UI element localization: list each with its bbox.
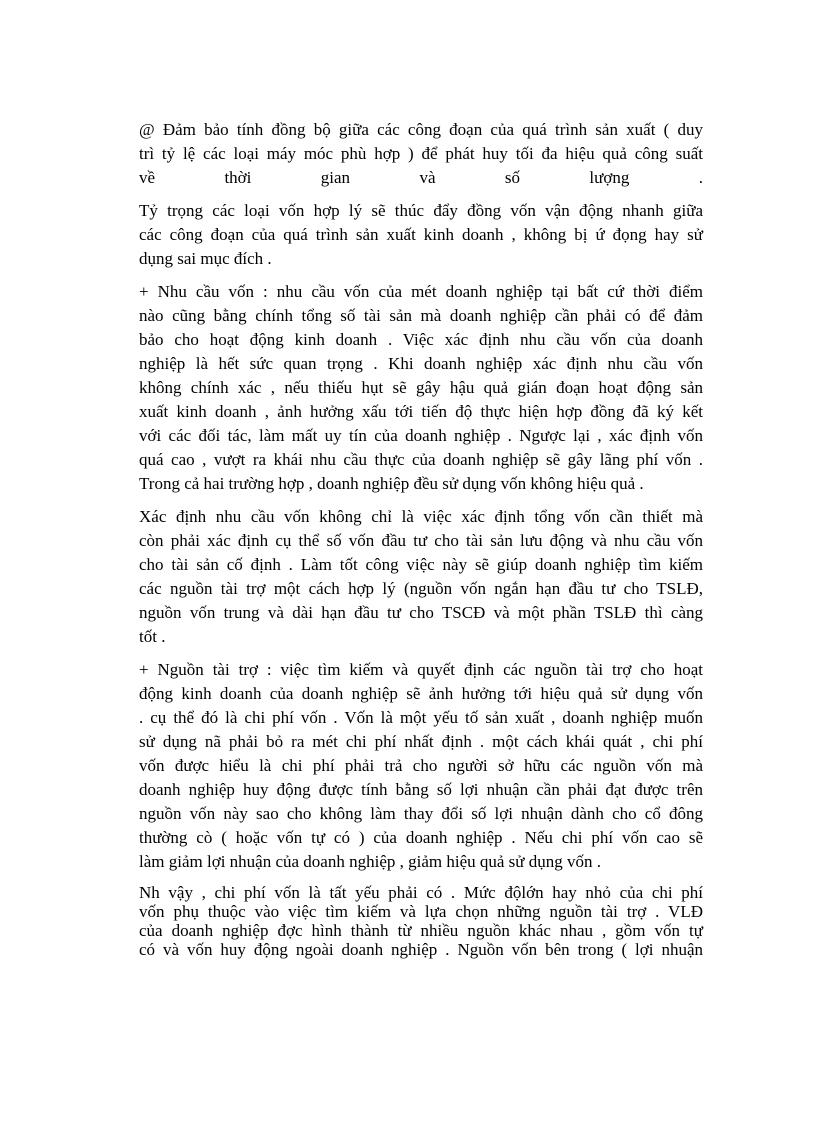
text-line: về thời gian và số lượng .: [139, 168, 703, 187]
text-line: nguồn vốn này sao cho không làm thay đổi số lợi nhuận dành cho cổ đông: [139, 804, 703, 823]
text-line: của doanh nghiệp đợc hình thành từ nhiều nguồn khác nhau , gồm vốn tự: [139, 921, 703, 940]
paragraph-1: [139, 118, 703, 190]
text-line: Xác định nhu cầu vốn không chỉ là việc xác định tổng vốn cần thiết mà: [139, 507, 703, 526]
text-line: động kinh doanh của doanh nghiệp sẽ ảnh hưởng tới hiệu quả sử dụng vốn: [139, 684, 703, 703]
text-line: các công đoạn của quá trình sản xuất kinh doanh , không bị ứ đọng hay sử: [139, 225, 703, 244]
text-line: dụng sai mục đích .: [139, 249, 272, 268]
text-line: xuất kinh doanh , ảnh hưởng xấu tới tiến độ thực hiện hợp đồng đã ký kết: [139, 402, 703, 421]
text-line: thường cò ( hoặc vốn tự có ) của doanh nghiệp . Nếu chi phí vốn cao sẽ: [139, 828, 703, 847]
text-line: trì tỷ lệ các loại máy móc phù hợp ) để phát huy tối đa hiệu quả công suất: [139, 144, 703, 163]
text-line: vốn phụ thuộc vào việc tìm kiếm và lựa chọn những nguồn tài trợ . VLĐ: [139, 902, 703, 921]
text-line: + Nhu cầu vốn : nhu cầu vốn của mét doanh nghiệp tại bất cứ thời điểm: [139, 282, 703, 301]
text-line: nghiệp là hết sức quan trọng . Khi doanh nghiệp xác định nhu cầu vốn: [139, 354, 703, 373]
text-line: tốt .: [139, 627, 166, 646]
text-line: Tỷ trọng các loại vốn hợp lý sẽ thúc đẩy đồng vốn vận động nhanh giữa: [139, 201, 703, 220]
text-line: bảo cho hoạt động kinh doanh . Việc xác định nhu cầu vốn của doanh: [139, 330, 703, 349]
text-line: sử dụng nã phải bỏ ra mét chi phí nhất định . một cách khái quát , chi phí: [139, 732, 703, 751]
text-line: @ Đảm bảo tính đồng bộ giữa các công đoạn của quá trình sản xuất ( duy: [139, 120, 703, 139]
text-line: có và vốn huy động ngoài doanh nghiệp . Nguồn vốn bên trong ( lợi nhuận: [139, 940, 703, 959]
text-line: nào cũng bằng chính tổng số tài sản mà doanh nghiệp cần phải có để đảm: [139, 306, 703, 325]
text-line: Nh vậy , chi phí vốn là tất yếu phải có . Mức độlớn hay nhỏ của chi phí: [139, 883, 703, 902]
paragraph-6: [139, 883, 703, 959]
paragraph-4: [139, 505, 703, 649]
paragraph-5: [139, 658, 703, 874]
text-line: . cụ thể đó là chi phí vốn . Vốn là một yếu tố sản xuất , doanh nghiệp muốn: [139, 708, 703, 727]
document-body: [139, 118, 703, 968]
text-line: cho tài sản cố định . Làm tốt công việc này sẽ giúp doanh nghiệp tìm kiếm: [139, 555, 703, 574]
text-line: nguồn vốn trung và dài hạn đầu tư cho TSCĐ và một phần TSLĐ thì càng: [139, 603, 703, 622]
text-line: với các đối tác, làm mất uy tín của doanh nghiệp . Ngược lại , xác định vốn: [139, 426, 703, 445]
text-line: các nguồn tài trợ một cách hợp lý (nguồn vốn ngắn hạn đầu tư cho TSLĐ,: [139, 579, 703, 598]
text-line: Trong cả hai trường hợp , doanh nghiệp đều sử dụng vốn không hiệu quả .: [139, 474, 644, 493]
text-line: làm giảm lợi nhuận của doanh nghiệp , giảm hiệu quả sử dụng vốn .: [139, 852, 602, 871]
text-line: vốn được hiểu là chi phí phải trả cho người sở hữu các nguồn vốn mà: [139, 756, 703, 775]
text-line: + Nguồn tài trợ : việc tìm kiếm và quyết định các nguồn tài trợ cho hoạt: [139, 660, 703, 679]
text-line: không chính xác , nếu thiếu hụt sẽ gây hậu quả gián đoạn hoạt động sản: [139, 378, 703, 397]
paragraph-2: [139, 199, 703, 271]
paragraph-3: [139, 280, 703, 496]
text-line: doanh nghiệp huy động được tính bằng số lợi nhuận cần phải đạt được trên: [139, 780, 703, 799]
text-line: còn phải xác định cụ thể số vốn đầu tư cho tài sản lưu động và nhu cầu vốn: [139, 531, 703, 550]
text-line: quá cao , vượt ra khái nhu cầu thực của doanh nghiệp sẽ gây lãng phí vốn .: [139, 450, 703, 469]
